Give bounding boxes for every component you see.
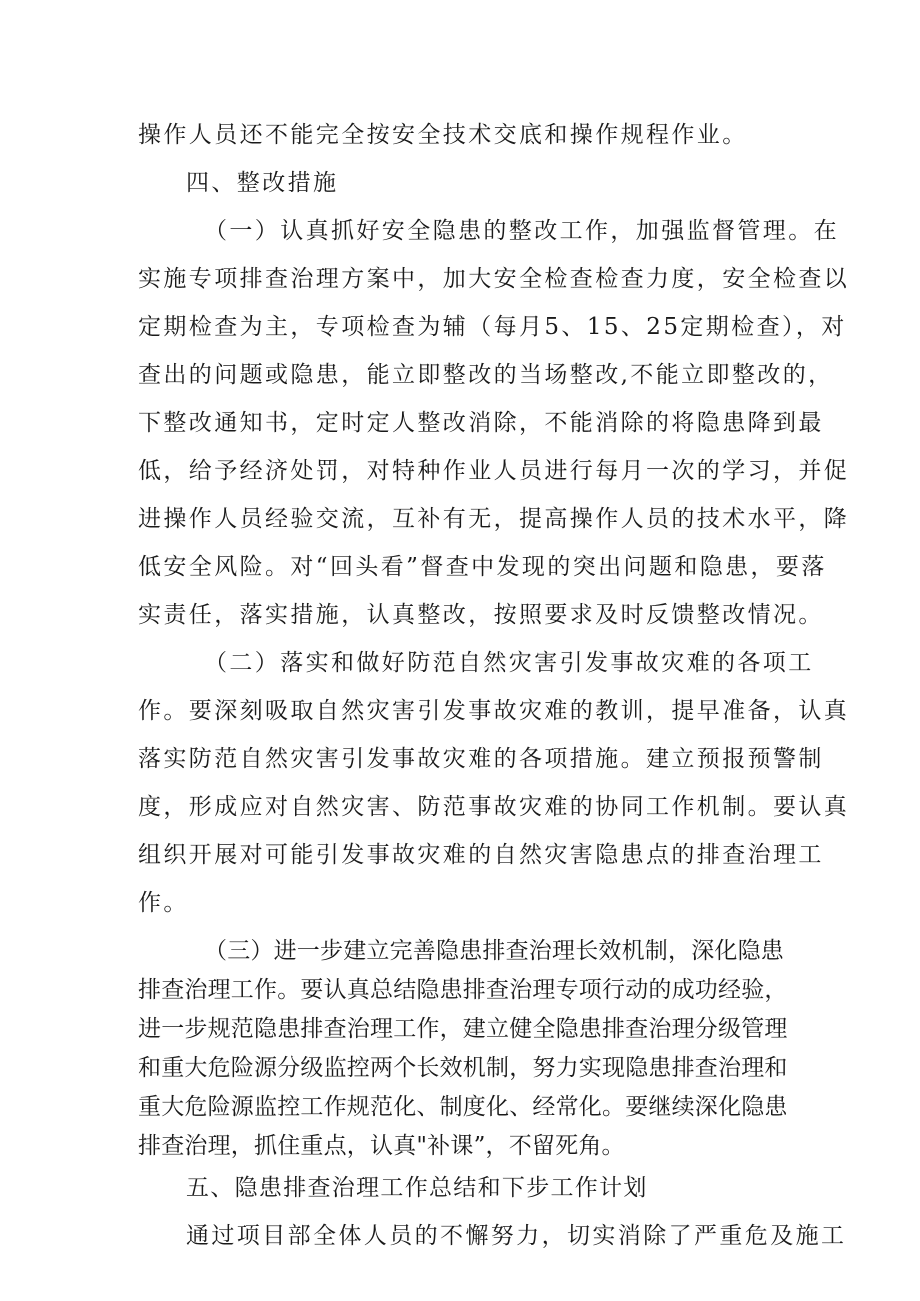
- text-line-10: 低安全风险。对“回头看”督查中发现的突出问题和隐患，要落: [138, 554, 827, 580]
- text-line-8: 低，给予经济处罚，对特种作业人员进行每月一次的学习，并促: [138, 458, 850, 484]
- text-line-20: 进一步规范隐患排查治理工作，建立健全隐患排查治理分级管理: [138, 1016, 788, 1042]
- text-line-4: 实施专项排查治理方案中，加大安全检查检查力度，安全检查以: [138, 266, 850, 292]
- text-line-6: 查出的问题或隐患，能立即整改的当场整改,不能立即整改的，: [138, 362, 834, 388]
- text-line-19: 排查治理工作。要认真总结隐患排查治理专项行动的成功经验，: [138, 977, 788, 1003]
- text-line-7: 下整改通知书，定时定人整改消除，不能消除的将隐患降到最: [138, 410, 824, 436]
- text-line-5: 定期检查为主，专项检查为辅（每月5、15、25定期检查），对: [138, 314, 847, 340]
- text-line-15: 度，形成应对自然灾害、防范事故灾难的协同工作机制。要认真: [138, 794, 850, 820]
- text-line-13: 作。要深刻吸取自然灾害引发事故灾难的教训，提早准备，认真: [138, 698, 850, 724]
- text-line-23: 排查治理，抓住重点，认真"补课”，不留死角。: [138, 1133, 625, 1159]
- text-line-18: （三）进一步建立完善隐患排查治理长效机制，深化隐患: [204, 938, 784, 964]
- text-line-17: 作。: [138, 890, 189, 916]
- section-heading-4: 四、整改措施: [186, 170, 339, 196]
- text-line-11: 实责任，落实措施，认真整改，按照要求及时反馈整改情况。: [138, 602, 824, 628]
- text-line-14: 落实防范自然灾害引发事故灾难的各项措施。建立预报预警制: [138, 746, 824, 772]
- text-line-25: 通过项目部全体人员的不懈努力，切实消除了严重危及施工: [186, 1223, 847, 1249]
- text-line-21: 和重大危险源分级监控两个长效机制，努力实现隐患排查治理和: [138, 1055, 788, 1081]
- text-line-16: 组织开展对可能引发事故灾难的自然灾害隐患点的排查治理工: [138, 842, 824, 868]
- section-heading-5: 五、隐患排查治理工作总结和下步工作计划: [186, 1175, 648, 1201]
- text-line-1: 操作人员还不能完全按安全技术交底和操作规程作业。: [138, 122, 748, 148]
- text-line-12: （二）落实和做好防范自然灾害引发事故灾难的各项工: [204, 650, 814, 676]
- text-line-3: （一）认真抓好安全隐患的整改工作，加强监督管理。在: [204, 218, 839, 244]
- text-line-9: 进操作人员经验交流，互补有无，提高操作人员的技术水平，降: [138, 506, 850, 532]
- text-line-22: 重大危险源监控工作规范化、制度化、经常化。要继续深化隐患: [138, 1094, 788, 1120]
